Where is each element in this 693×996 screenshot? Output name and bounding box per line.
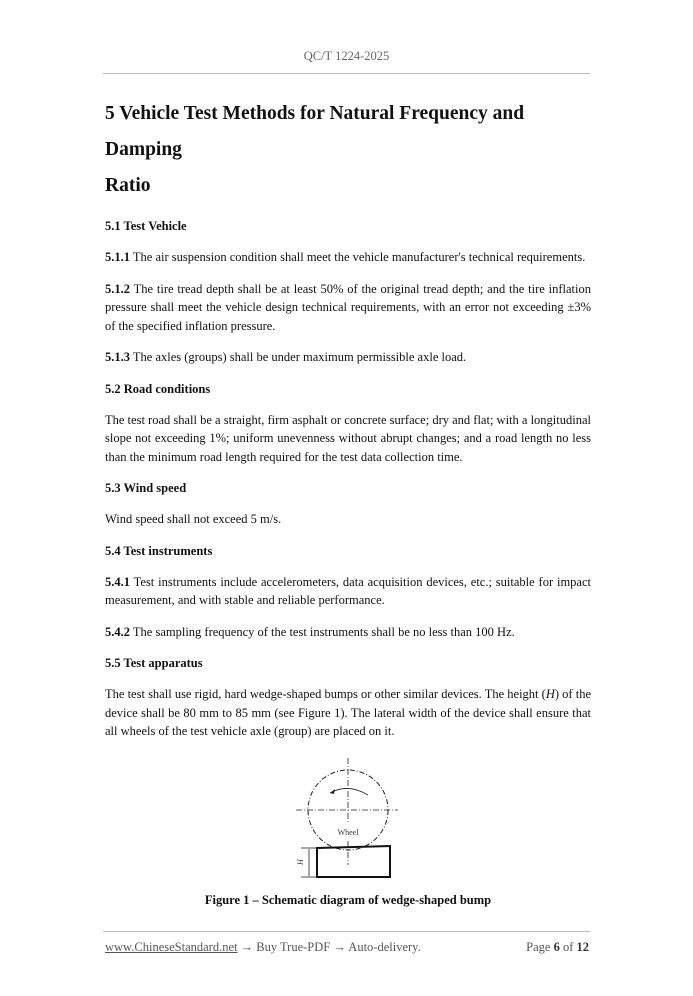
clause-5-4-1: 5.4.1 Test instruments include accelerometers, data acquisition devices, etc.; suitable for impact measurement, and with stable and reliable performance. [105,574,591,607]
chinese-standard-link[interactable]: www.ChineseStandard.net [105,939,238,954]
arrowhead-icon [330,789,335,794]
heading-5-3: 5.3 Wind speed [105,481,187,495]
clause-5-4-2: 5.4.2 The sampling frequency of the test instruments shall be no less than 100 Hz. [105,624,515,639]
test-apparatus-text: The test shall use rigid, hard wedge-shaped bumps or other similar devices. The height (H) of the device shall be 80 mm to 85 mm (see Figure 1). The lateral width of the device shall ensure that all wheels of the test vehicle axle (group) are placed on it. [105,687,592,738]
footer-links [105,938,421,956]
heading-5-5: 5.5 Test apparatus [105,656,203,670]
document-body [105,96,591,909]
wind-speed-text: Wind speed shall not exceed 5 m/s. [105,512,282,526]
title-line-2: Ratio [105,175,151,196]
wheel-label: Wheel [337,827,359,837]
page-number: Page 6 of 12 [526,939,589,954]
height-label: H [296,858,305,865]
wedge-bump-diagram [280,753,420,883]
page-footer [105,938,589,956]
footer-tagline: → Buy True-PDF → Auto-delivery. [237,939,421,954]
doc-header: QC/T 1224-2025 [303,49,390,63]
heading-5-2: 5.2 Road conditions [105,381,211,396]
header-rule [103,73,590,74]
figure-caption: Figure 1 – Schematic diagram of wedge-shaped bump [204,892,492,907]
footer-rule [103,931,590,932]
road-conditions-text: The test road shall be a straight, firm asphalt or concrete surface; dry and flat; with a longitudinal slope not exceeding 1%; uniform unevenness without abrupt changes; and a road length no less than the minimum road length required for the test data collection time. [105,412,591,464]
clause-5-1-3: 5.1.3 The axles (groups) shall be under maximum permissible axle load. [105,350,467,364]
clause-5-1-2: 5.1.2 The tire tread depth shall be at least 50% of the original tread depth; and the tire inflation pressure shall meet the vehicle design technical requirements, with an error not exceeding ±3% of the specified inflation pressure. [105,281,591,333]
rotation-arrow-icon [330,788,368,795]
title-line-1: 5 Vehicle Test Methods for Natural Frequency and Damping [105,103,525,160]
footer-area [0,931,693,996]
wedge-bump [317,846,390,877]
heading-5-4: 5.4 Test instruments [105,543,213,558]
heading-5-1: 5.1 Test Vehicle [105,219,187,233]
clause-5-1-1: 5.1.1 The air suspension condition shall meet the vehicle manufacturer's technical requirements. [105,250,586,264]
section-title [105,96,591,204]
